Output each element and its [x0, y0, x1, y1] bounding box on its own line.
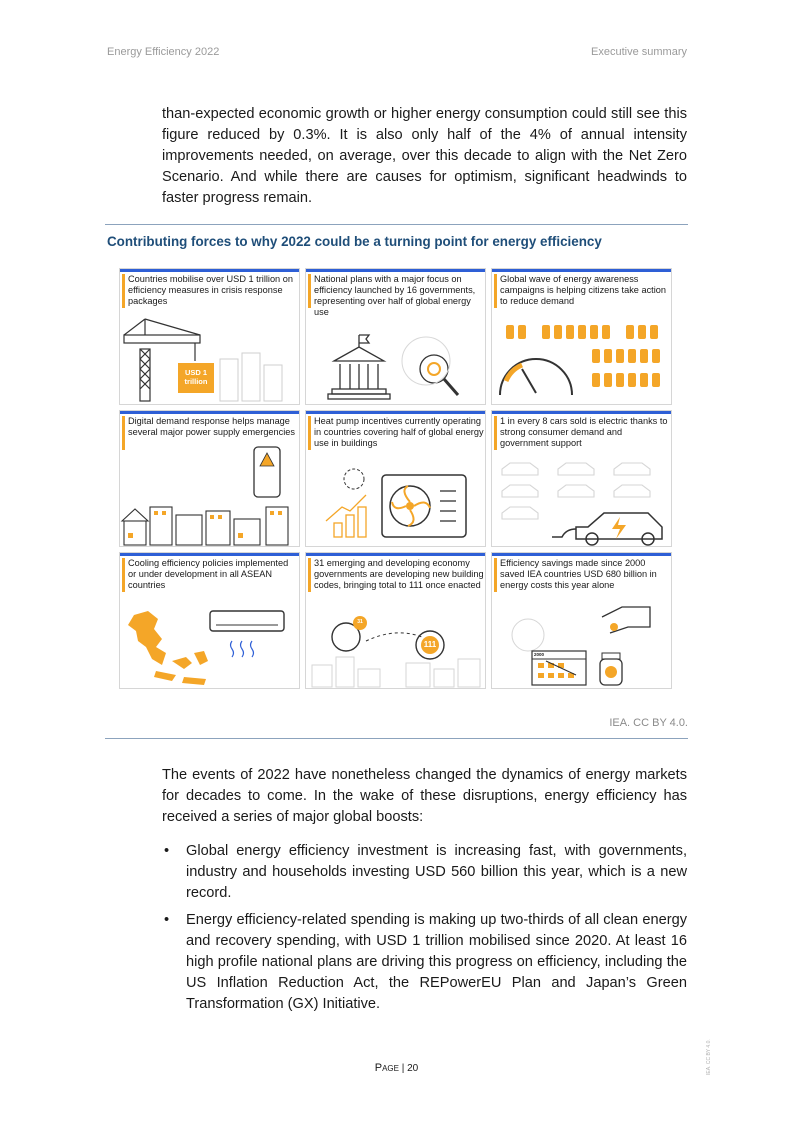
- tile-text: Digital demand response helps manage several major power supply emergencies: [128, 416, 295, 437]
- page-label: Page: [374, 1062, 399, 1074]
- tile-text: 1 in every 8 cars sold is electric thanks to strong consumer demand and government support: [500, 416, 668, 448]
- bullet-text: Energy efficiency-related spending is making up two-thirds of all clean energy and recovery spending, with USD 1 trillion mobilised since 2020. At least 16 high profile national plans are driving this progress on efficiency, including the US Inflation Reduction Act, the REPowerEU Plan and Japan’s Green Transformation (GX) Initiative.: [186, 912, 687, 1012]
- bullet-marker: •: [164, 843, 170, 859]
- tile-text: National plans with a major focus on efficiency launched by 16 governments, representing over half of global energy use: [314, 274, 476, 317]
- total-codes-badge: 111: [423, 640, 437, 649]
- year-label: 2000: [534, 652, 545, 657]
- tile-cooling-asean: [119, 552, 300, 689]
- tile-text: Countries mobilise over USD 1 trillion on efficiency measures in crisis response packages: [128, 274, 293, 306]
- tile-demand-response: [119, 410, 300, 547]
- tile-text: Efficiency savings made since 2000 saved IEA countries USD 680 billion in energy costs this year alone: [500, 558, 657, 590]
- bullet-list: [162, 841, 687, 1021]
- tile-text: Global wave of energy awareness campaigns is helping citizens take action to reduce demand: [500, 274, 666, 306]
- tile-text: Heat pump incentives currently operating in countries covering half of global energy use in buildings: [314, 416, 484, 448]
- infographic-grid: [119, 268, 672, 689]
- people-gauge-icon: [492, 269, 672, 405]
- tile-national-plans: [305, 268, 486, 405]
- asean-map-ac-icon: [120, 553, 300, 689]
- page-number: 20: [407, 1063, 419, 1074]
- usd-trillion-badge: USD 1 trillion: [184, 368, 208, 386]
- tile-usd-trillion: [119, 268, 300, 405]
- codes-count-badge: 31: [357, 619, 363, 625]
- tile-heat-pump: [305, 410, 486, 547]
- government-building-icon: [306, 269, 486, 405]
- globe-codes-icon: [306, 553, 486, 689]
- tile-savings: [491, 552, 672, 689]
- side-credit: IEA. CC BY 4.0.: [706, 1039, 712, 1075]
- list-item: [162, 910, 687, 1015]
- phone-alert-icon: [120, 411, 300, 547]
- figure-credit: IEA. CC BY 4.0.: [609, 717, 688, 729]
- body-paragraph: The events of 2022 have nonetheless changed the dynamics of energy markets for decades to come. In the wake of these disruptions, energy efficiency has received a series of major global boosts:: [162, 767, 687, 825]
- page-separator: |: [398, 1063, 408, 1074]
- intro-paragraph: than-expected economic growth or higher energy consumption could still see this figure reduced by 0.3%. It is also only half of the 4% of annual intensity improvements needed, on average, over this decade to align with the Net Zero Scenario. And while there are causes for optimism, significant headwinds to faster progress remain.: [162, 106, 687, 206]
- figure-bottom-rule: [105, 738, 688, 739]
- tile-building-codes: [305, 552, 486, 689]
- running-header-title: Energy Efficiency 2022: [107, 46, 220, 58]
- heat-pump-icon: [306, 411, 486, 547]
- electric-car-icon: [492, 411, 672, 547]
- tile-text: Cooling efficiency policies implemented or under development in all ASEAN countries: [128, 558, 289, 590]
- running-header-section: Executive summary: [591, 46, 687, 58]
- tile-text: 31 emerging and developing economy governments are developing new building codes, bringing total to 111 once enacted: [314, 558, 484, 590]
- bullet-marker: •: [164, 912, 170, 928]
- tile-electric-cars: [491, 410, 672, 547]
- page-footer: [0, 1062, 793, 1074]
- figure-title: Contributing forces to why 2022 could be a turning point for energy efficiency: [107, 234, 602, 249]
- tile-awareness-campaigns: [491, 268, 672, 405]
- bullet-text: Global energy efficiency investment is increasing fast, with governments, industry and households investing USD 560 billion this year, which is a new record.: [186, 843, 687, 901]
- figure-top-rule: [105, 224, 688, 225]
- savings-jar-icon: [492, 553, 672, 689]
- list-item: [162, 841, 687, 904]
